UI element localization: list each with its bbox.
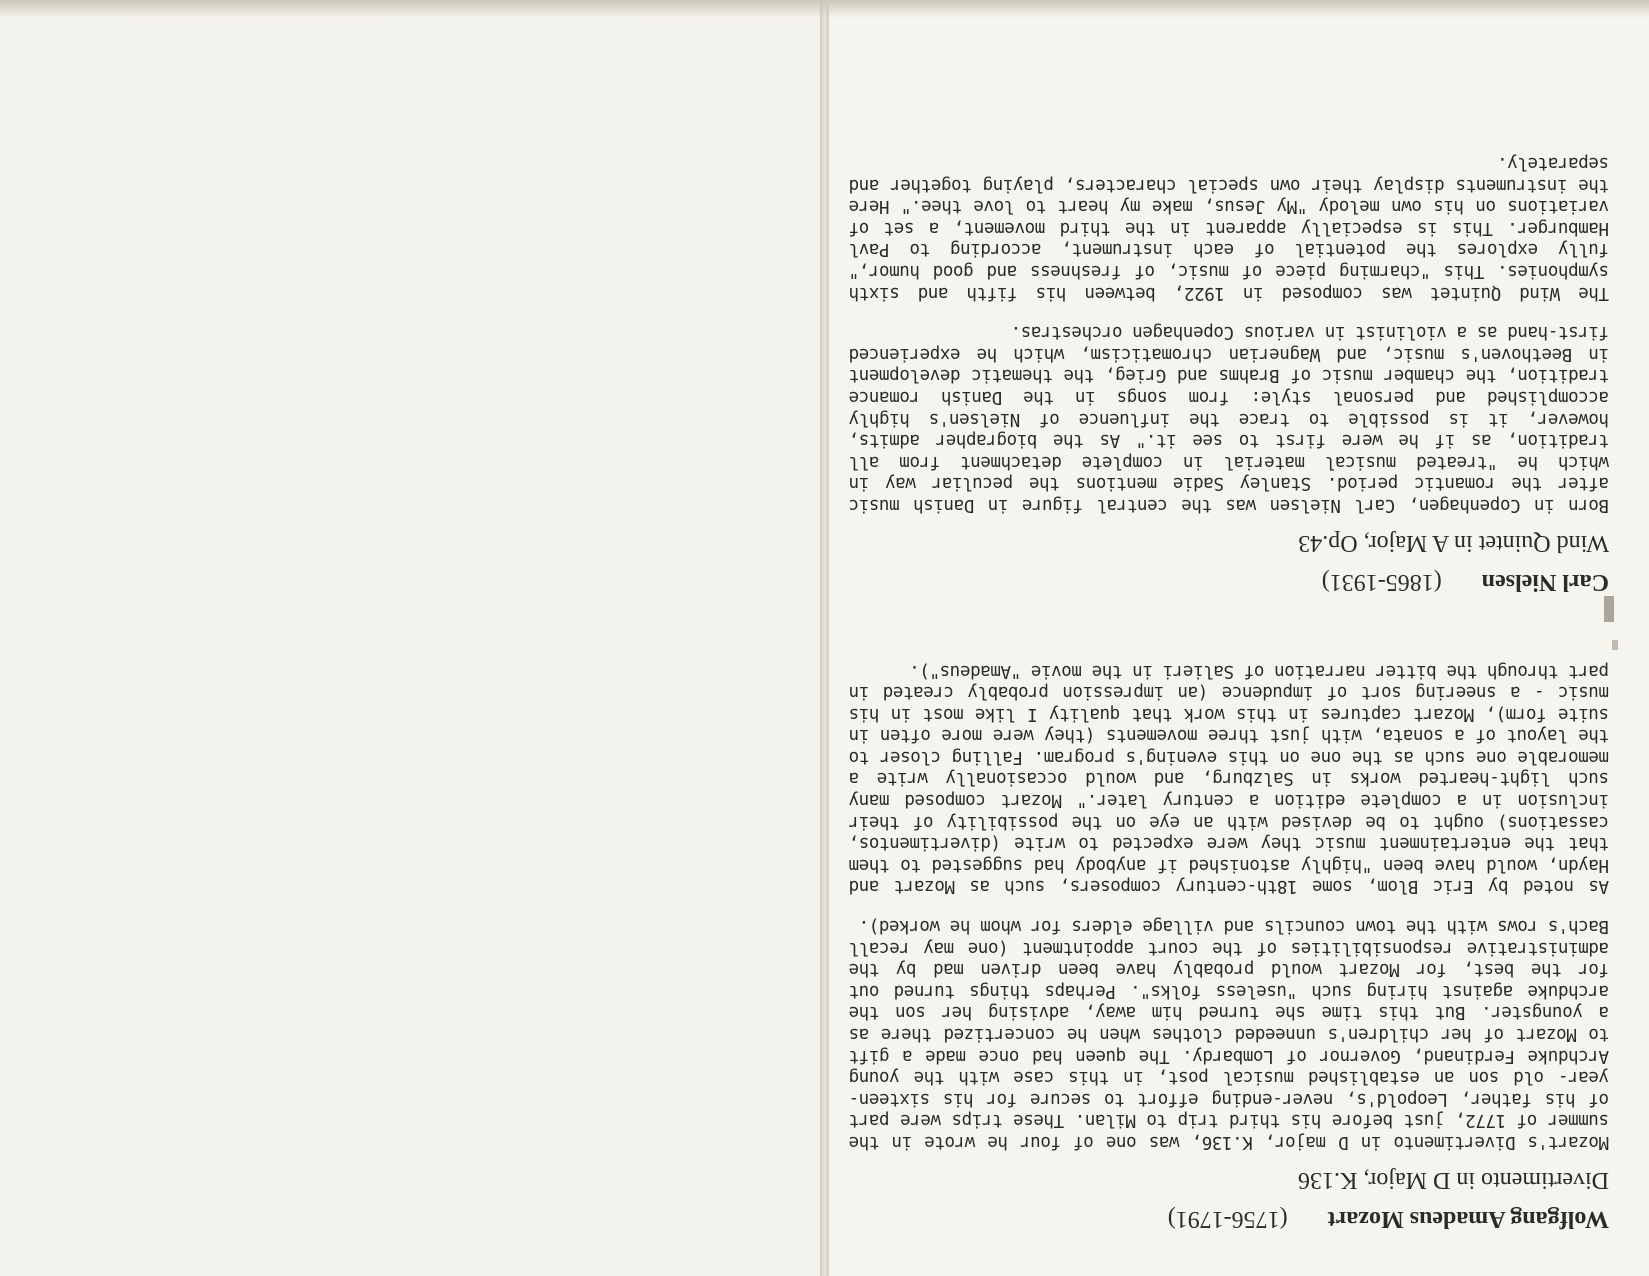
composer-heading [849,1205,1609,1232]
paragraph: Mozart's Divertimento in D major, K.136, was one of four he wrote in the summer of 1772, just before his third trip to Milan. These trips were part of his father, Leopold's, never-ending effort to secure for his sixteen-year- old son an established musical post, in this case with the young Archduke Ferdinand, Governor of Lombardy. The queen had once made a gift to Mozart of her children's unneeded clothes when he concertized there as a youngster. But this time she turned him away, advising her son the archduke against hiring such "useless folks". Perhaps things turned out for the best, for Mozart would probably have been driven mad by the administrative responsibilities of the court appointment (one may recall Bach's rows with the town councils and village elders for whom he worked). [849,916,1609,1152]
piece-title: Wind Quintet in A Major, Op.43 [1298,529,1609,556]
composer-heading [849,568,1609,595]
paragraph: As noted by Eric Blom, some 18th-century composers, such as Mozart and Haydn, would have been "highly astonished if anybody had suggested to them that the entertainment music they were expected to write (divertimentos, cassations) ought to be devised with an eye on the possibility of their inclusion in a complete edition a century later." Mozart composed many such light-hearted works in Salzburg, and would occasionally write a memorable one such as the one on this evening's program. Falling closer to the layout of a sonata, with just three movements (they were more often in suite form), Mozart captures in this work that quality I like most in his music - a sneering sort of impudence (an impression probably created in part through the bitter narration of Salieri in the movie "Amadeus"). [849,660,1609,897]
piece-title: Divertimento in D Major, K.136 [1298,1167,1609,1193]
paragraph: Born in Copenhagen, Carl Nielsen was the central figure in Danish music after the romantic period. Stanley Sadie mentions the peculiar way in which he "treated musical material in complete detachment from all tradition, as if he were first to see it." As the biographer admits, however, it is possible to trace the influence of Nielsen's highly accomplished and personal style: from songs in the Danish romance tradition, the chamber music of Brahms and Grieg, the thematic development in Beethoven's music, and Wagnerian chromaticism, which he experienced first-hand as a violinist in various Copenhagen orchestras. [849,322,1609,515]
composer-dates: (1756-1791) [1167,1206,1288,1232]
left-column [849,151,1609,1250]
page-fold [820,0,829,1276]
margin-mark [1612,640,1618,650]
right-page [0,0,820,1276]
page-edge-shadow [0,0,1649,18]
composer-dates: (1865-1931) [1321,568,1442,595]
composer-name: Wolfgang Amadeus Mozart [1327,1206,1609,1232]
margin-mark [1604,596,1614,622]
paragraph: The Wind Quintet was composed in 1922, between his fifth and sixth symphonies. This "charming piece of music, of freshness and good humor," fully explores the potential of each instrument, according to Pavl Hamburger. This is especially apparent in the third movement, a set of variations on his own melody "My Jesus, make my heart to love thee." Here the instruments display their own special characters, playing together and separately. [849,153,1609,303]
left-page [829,0,1649,1276]
composer-name: Carl Nielsen [1481,568,1609,595]
